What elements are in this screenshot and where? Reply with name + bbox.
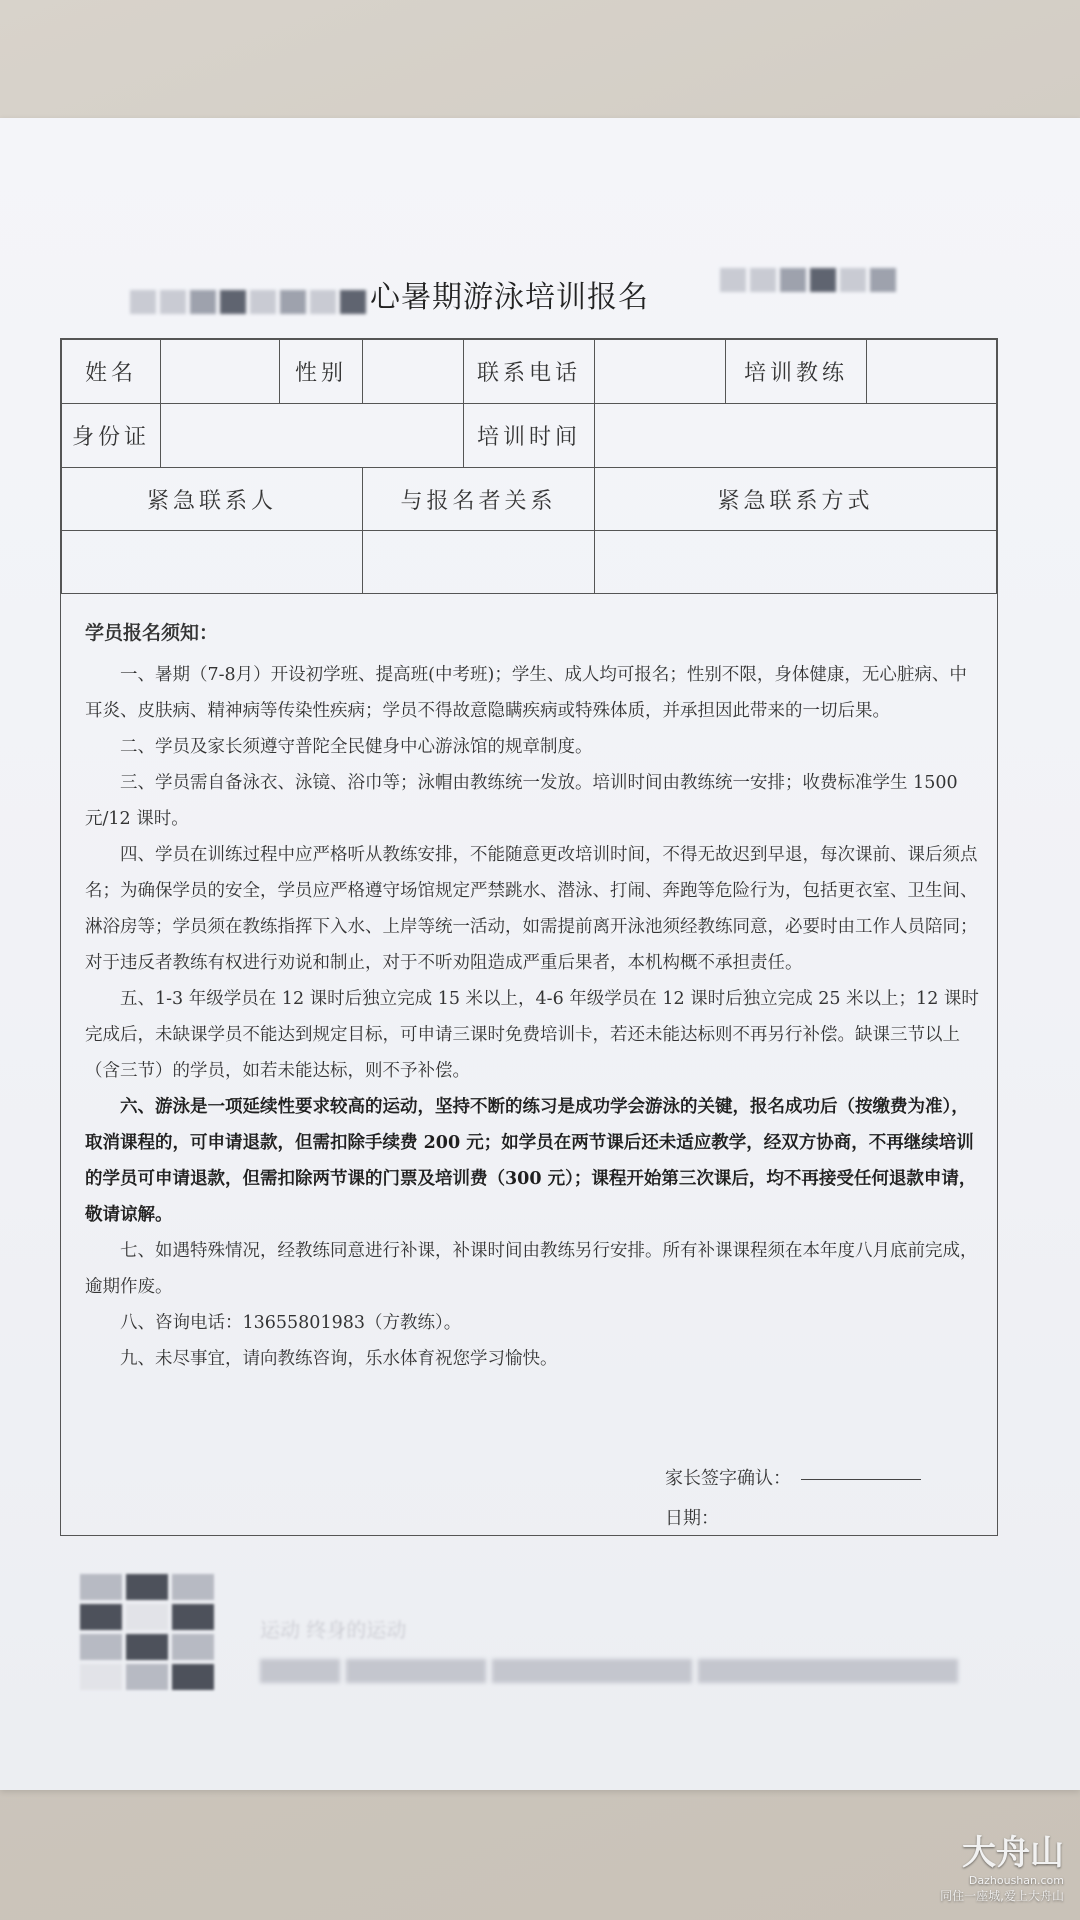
relationship-field[interactable] (363, 531, 595, 594)
watermark (940, 1825, 1064, 1904)
notice-item-9: 九、未尽事宜，请向教练咨询，乐水体育祝您学习愉快。 (120, 1349, 558, 1369)
blurred-qr-code (80, 1574, 407, 1690)
id-card-field[interactable] (161, 404, 464, 468)
notice-heading: 学员报名须知： (85, 622, 219, 644)
gender-label: 性别 (280, 340, 363, 404)
blurred-subtitle (720, 268, 896, 292)
blurred-org-name (130, 290, 366, 314)
notice-item-2: 二、学员及家长须遵守普陀全民健身中心游泳馆的规章制度。 (120, 737, 593, 757)
training-time-label: 培训时间 (464, 404, 595, 468)
training-time-field[interactable] (595, 404, 997, 468)
name-label: 姓名 (62, 340, 161, 404)
notice-item-5: 五、1-3 年级学员在 12 课时后独立完成 15 米以上，4-6 年级学员在 12 课时后独立完成 25 米以上；12 课时完成后，未缺课学员不能达到规定目标，可申请三课时免费培训卡，若还未能达标则不再另行补偿。缺课三节以上（含三节）的学员，如若未能达标，则不予补偿。 (85, 989, 979, 1081)
form-title: 心暑期游泳培训报名 (370, 280, 649, 315)
gender-field[interactable] (363, 340, 464, 404)
emergency-contact-label: 紧急联系人 (62, 468, 363, 531)
relationship-label: 与报名者关系 (363, 468, 595, 531)
phone-field[interactable] (595, 340, 726, 404)
parent-signature-label: 家长签字确认： (665, 1468, 791, 1489)
id-card-label: 身份证 (62, 404, 161, 468)
notice-item-4: 四、学员在训练过程中应严格听从教练安排，不能随意更改培训时间，不得无故迟到早退，每次课前、课后须点名；为确保学员的安全，学员应严格遵守场馆规定严禁跳水、潜泳、打闹、奔跑等危险行为，包括更衣室、卫生间、淋浴房等；学员须在教练指挥下入水、上岸等统一活动，如需提前离开泳池须经教练同意，必要时由工作人员陪同；对于违反者教练有权进行劝说和制止，对于不听劝阻造成严重后果者，本机构概不承担责任。 (85, 845, 978, 973)
title-row (0, 150, 1080, 315)
notice-item-7: 七、如遇特殊情况，经教练同意进行补课，补课时间由教练另行安排。所有补课课程须在本年度八月底前完成，逾期作废。 (85, 1241, 978, 1297)
emergency-contact-field[interactable] (62, 531, 363, 594)
date-label: 日期： (665, 1508, 719, 1529)
emergency-phone-label: 紧急联系方式 (595, 468, 997, 531)
name-field[interactable] (161, 340, 280, 404)
phone-label: 联系电话 (464, 340, 595, 404)
coach-field[interactable] (867, 340, 997, 404)
watermark-slogan: 同住一座城,爱上大舟山 (940, 1889, 1064, 1903)
watermark-brand: 大舟山 (962, 1833, 1064, 1873)
blurred-footer-text (260, 1614, 1080, 1703)
info-table (61, 339, 997, 594)
notice-section (85, 615, 983, 1377)
notice-item-8: 八、咨询电话：13655801983（方教练）。 (120, 1313, 462, 1333)
notice-item-1: 一、暑期（7-8月）开设初学班、提高班(中考班)；学生、成人均可报名；性别不限，身体健康，无心脏病、中耳炎、皮肤病、精神病等传染性疾病；学员不得故意隐瞒疾病或特殊体质，并承担因此带来的一切后果。 (85, 665, 967, 721)
emergency-phone-field[interactable] (595, 531, 997, 594)
notice-item-6: 六、游泳是一项延续性要求较高的运动，坚持不断的练习是成功学会游泳的关键，报名成功后（按缴费为准），取消课程的，可申请退款，但需扣除手续费 200 元；如学员在两节课后还未适应教学，经双方协商，不再继续培训的学员可申请退款，但需扣除两节课的门票及培训费（300 元）；课程开始第三次课后，均不再接受任何退款申请，敬请谅解。 (85, 1097, 977, 1225)
notice-item-3: 三、学员需自备泳衣、泳镜、浴巾等；泳帽由教练统一发放。培训时间由教练统一安排；收费标准学生 1500 元/12 课时。 (85, 773, 958, 829)
parent-signature-line[interactable] (801, 1479, 921, 1480)
signature-area (665, 1459, 921, 1539)
coach-label: 培训教练 (726, 340, 867, 404)
footer-slogan: 运动 终身的运动 (260, 1618, 407, 1642)
watermark-url: Dazhoushan.com (968, 1874, 1064, 1887)
registration-form (60, 338, 998, 1536)
